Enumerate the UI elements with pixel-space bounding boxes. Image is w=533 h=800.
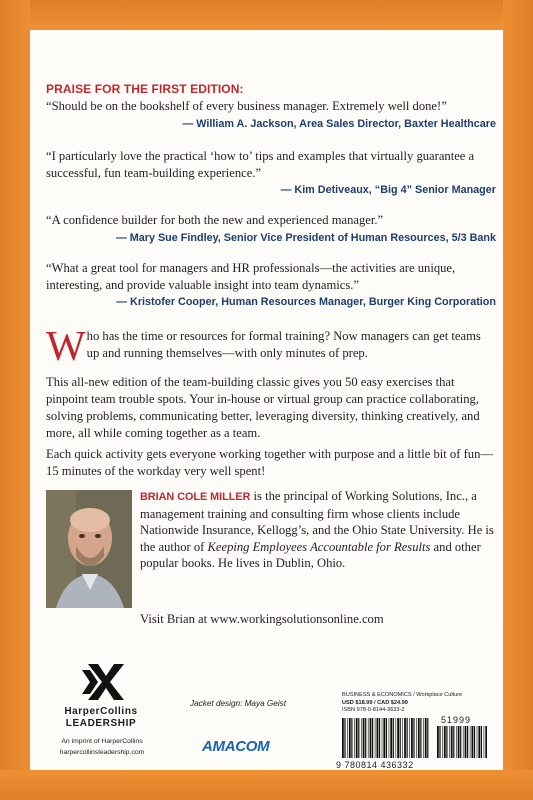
body-paragraph: Each quick activity gets everyone working together with purpose and a little bit of fun—15 minutes of the workday very well spent! bbox=[46, 447, 493, 478]
author-bio bbox=[140, 488, 498, 572]
category-line: BUSINESS & ECONOMICS / Workplace Culture bbox=[342, 692, 463, 698]
price-addon-barcode bbox=[437, 726, 487, 758]
praise-quote: “What a great tool for managers and HR professionals—the activities are unique, interesting, and provide valuable insight into team dynamics.” bbox=[46, 261, 456, 292]
back-cover-panel bbox=[30, 30, 503, 770]
logo-line: LEADERSHIP bbox=[65, 718, 137, 729]
orange-border-left bbox=[0, 0, 30, 800]
praise-attribution: — Kim Detiveaux, “Big 4” Senior Manager bbox=[280, 184, 496, 196]
harpercollins-logo-icon bbox=[78, 660, 134, 704]
body-paragraph: This all-new edition of the team-building classic gives you 50 easy exercises that pinpoint team trouble spots. Your in-house or virtual group can practice collaborating, solving problems, communicating better, leveraging diversity, thinking creatively, and more, all while coming together as a team. bbox=[46, 375, 480, 440]
praise-block bbox=[46, 212, 496, 246]
harpercollins-leadership-logo bbox=[46, 706, 156, 730]
publisher-url: harpercollinsleadership.com bbox=[59, 749, 145, 756]
author-name: BRIAN COLE MILLER bbox=[140, 491, 251, 503]
book-title: Keeping Employees Accountable for Results bbox=[207, 539, 431, 554]
price-line: USD $18.99 / CAD $24.99 bbox=[342, 699, 408, 706]
praise-attribution: — William A. Jackson, Area Sales Director, Baxter Healthcare bbox=[182, 117, 496, 130]
catalog-info bbox=[342, 692, 502, 715]
barcode-number: 9 780814 436332 bbox=[336, 760, 414, 770]
orange-border-bottom bbox=[0, 770, 533, 800]
praise-block bbox=[46, 98, 496, 132]
orange-border-top bbox=[0, 0, 533, 30]
praise-block bbox=[46, 148, 496, 199]
praise-heading: PRAISE FOR THE FIRST EDITION: bbox=[46, 82, 244, 96]
logo-line: HarperCollins bbox=[64, 706, 138, 717]
imprint-info bbox=[34, 736, 170, 758]
body-paragraph-intro bbox=[46, 324, 496, 370]
author-bio-text: is the principal of Working Solutions, Inc., a management training and consulting firm whose clients include Nationwide Insurance, Kellogg’s, and the Ohio State University. He is the author of bbox=[140, 489, 494, 554]
dropcap-letter: W bbox=[46, 324, 86, 370]
orange-border-right bbox=[503, 0, 533, 800]
praise-quote: “Should be on the bookshelf of every business manager. Extremely well done!” bbox=[46, 99, 447, 113]
praise-attribution: — Kristofer Cooper, Human Resources Manager, Burger King Corporation bbox=[116, 296, 496, 308]
price-addon-number: 51999 bbox=[441, 715, 472, 725]
praise-quote: “I particularly love the practical ‘how to’ tips and examples that virtually guarantee a successful, fun team-building experience.” bbox=[46, 149, 475, 180]
author-photo bbox=[46, 490, 132, 608]
praise-attribution: — Mary Sue Findley, Senior Vice President of Human Resources, 5/3 Bank bbox=[115, 231, 496, 244]
praise-block bbox=[46, 260, 496, 311]
praise-quote: “A confidence builder for both the new and experienced manager.” bbox=[46, 213, 384, 227]
jacket-credit: Jacket design: Maya Geist bbox=[190, 699, 287, 708]
amacom-logo: AMACOM bbox=[202, 738, 270, 755]
imprint-line: An imprint of HarperCollins bbox=[61, 738, 143, 745]
isbn-barcode bbox=[342, 718, 430, 758]
body-text: ho has the time or resources for formal training? Now managers can get teams up and running themselves—with only minutes of prep. bbox=[86, 329, 481, 360]
author-website: Visit Brian at www.workingsolutionsonline.com bbox=[140, 612, 384, 626]
isbn-line: ISBN 978-0-8144-3633-2 bbox=[342, 707, 405, 713]
author-bio-text: and other popular books. He lives in Dublin, Ohio. bbox=[140, 539, 481, 570]
